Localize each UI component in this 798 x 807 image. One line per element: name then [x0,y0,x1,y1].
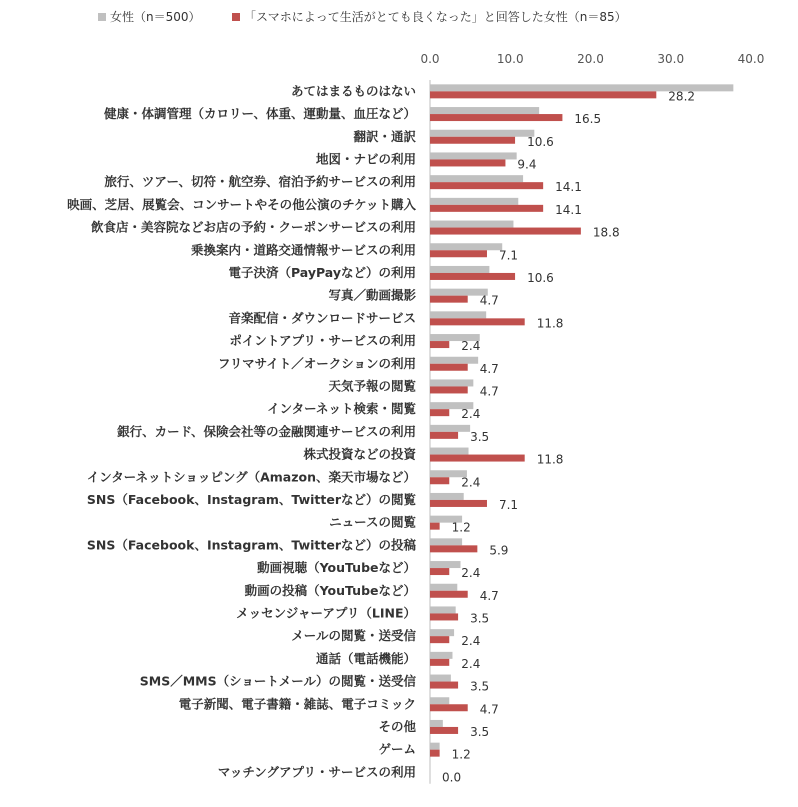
category-label: SNS（Facebook、Instagram、Twitterなど）の閲覧 [86,491,416,507]
category-label: 旅行、ツアー、切符・航空券、宿泊予約サービスの利用 [104,174,416,190]
data-label: 3.5 [470,679,490,694]
bar-improved-women [430,568,449,575]
data-label: 2.4 [461,407,481,422]
x-tick-label: 30.0 [657,52,685,66]
data-label: 16.5 [574,112,602,127]
bar-improved-women [430,500,487,507]
bar-improved-women [430,523,440,530]
data-label: 2.4 [461,634,481,649]
data-label: 3.5 [470,429,490,444]
bar-women [430,311,486,318]
x-tick-label: 10.0 [496,52,524,66]
bar-improved-women [430,659,449,666]
category-label: ゲーム [378,741,416,757]
bar-improved-women [430,636,449,643]
bar-women [430,266,489,273]
x-tick-label: 0.0 [420,52,440,66]
bar-improved-women [430,341,449,348]
data-label: 9.4 [517,157,537,172]
data-label: 0.0 [442,770,462,785]
category-label: インターネット検索・閲覧 [267,401,416,417]
category-label: メッセンジャーアプリ（LINE） [236,605,416,621]
data-label: 1.2 [451,520,471,535]
bar-improved-women [430,613,458,620]
bar-women [430,379,473,386]
data-label: 1.2 [451,747,471,762]
category-label: 動画の投稿（YouTubeなど） [244,582,416,598]
bar-women [430,175,523,182]
data-label: 10.6 [527,134,554,149]
bar-women [430,629,454,636]
category-label: 天気予報の閲覧 [328,378,416,394]
category-label: 翻訳・通訳 [353,128,416,144]
category-label: 地図・ナビの利用 [315,151,416,167]
bar-improved-women [430,91,656,98]
bar-improved-women [430,750,440,757]
data-label: 3.5 [470,724,490,739]
bar-women [430,493,464,500]
bar-improved-women [430,704,468,711]
x-tick-label: 20.0 [577,52,604,66]
data-label: 3.5 [470,611,490,626]
bar-improved-women [430,159,505,166]
bar-improved-women [430,114,562,121]
bar-women [430,152,517,159]
bar-women [430,107,539,114]
category-label: 写真／動画撮影 [328,287,416,303]
data-label: 4.7 [479,588,499,603]
bar-improved-women [430,682,458,689]
category-label: 通話（電話機能） [315,650,416,666]
category-label: メールの閲覧・送受信 [291,628,416,644]
category-label: マッチングアプリ・サービスの利用 [217,764,416,780]
bar-improved-women [430,455,525,462]
bar-women [430,130,534,137]
data-label: 18.8 [592,225,620,240]
bar-women [430,221,513,228]
bar-women [430,561,460,568]
legend-label-improved-women: 「スマホによって生活がとても良くなった」と回答した女性（n＝85） [244,10,627,24]
bar-improved-women [430,409,449,416]
category-label: SMS／MMS（ショートメール）の閲覧・送受信 [139,673,416,689]
bar-improved-women [430,591,468,598]
category-label: 銀行、カード、保険会社等の金融関連サービスの利用 [117,423,416,439]
bar-women [430,720,443,727]
bar-women [430,198,518,205]
category-label: 健康・体調管理（カロリー、体重、運動量、血圧など） [103,106,416,122]
bar-improved-women [430,137,515,144]
data-label: 7.1 [498,497,519,512]
data-label: 2.4 [461,475,481,490]
category-label: あてはまるものはない [290,83,416,99]
category-label: ニュースの閲覧 [329,514,416,530]
bar-improved-women [430,296,468,303]
category-label: SNS（Facebook、Instagram、Twitterなど）の投稿 [86,537,416,553]
bar-improved-women [430,545,477,552]
category-label: 電子決済（PayPayなど）の利用 [228,264,416,280]
bar-women [430,743,440,750]
bar-improved-women [430,318,525,325]
data-label: 11.8 [536,316,564,331]
bar-improved-women [430,364,468,371]
bar-improved-women [430,727,458,734]
bar-improved-women [430,273,515,280]
bar-improved-women [430,477,449,484]
category-label: 動画視聴（YouTubeなど） [257,560,416,576]
data-label: 2.4 [461,339,481,354]
data-label: 2.4 [461,566,481,581]
x-tick-label: 40.0 [737,52,765,66]
category-label: インターネットショッピング（Amazon、楽天市場など） [86,469,416,485]
data-label: 5.9 [489,543,509,558]
bar-women [430,448,469,455]
data-label: 28.2 [668,89,696,104]
data-label: 14.1 [555,180,582,195]
bar-women [430,675,451,682]
bar-women [430,425,470,432]
category-label: 飲食店・美容院などお店の予約・クーポンサービスの利用 [90,219,416,235]
bar-women [430,606,456,613]
data-label: 4.7 [479,702,499,717]
category-label: フリマサイト／オークションの利用 [217,355,416,371]
data-label: 4.7 [479,384,499,399]
category-label: 映画、芝居、展覧会、コンサートやその他公演のチケット購入 [67,196,416,212]
bar-women [430,243,502,250]
legend-label-women: 女性（n＝500） [110,10,201,24]
bar-women [430,538,462,545]
bar-improved-women [430,205,543,212]
bar-women [430,697,449,704]
category-label: ポイントアプリ・サービスの利用 [229,333,416,349]
bar-improved-women [430,250,487,257]
bar-women [430,652,452,659]
data-label: 2.4 [461,656,481,671]
category-label: 音楽配信・ダウンロードサービス [228,310,416,326]
bar-women [430,584,457,591]
category-label: その他 [378,718,416,734]
bar-improved-women [430,386,468,393]
data-label: 14.1 [555,202,582,217]
data-label: 7.1 [498,248,519,263]
data-label: 4.7 [479,361,499,376]
bar-improved-women [430,432,458,439]
bar-improved-women [430,182,543,189]
data-label: 11.8 [536,452,564,467]
category-label: 株式投資などの投資 [303,446,416,462]
bar-women [430,357,478,364]
category-label: 電子新聞、電子書籍・雑誌、電子コミック [178,696,416,712]
data-label: 4.7 [479,293,499,308]
category-label: 乗換案内・道路交通情報サービスの利用 [190,242,416,258]
bar-improved-women [430,228,581,235]
data-label: 10.6 [527,270,554,285]
